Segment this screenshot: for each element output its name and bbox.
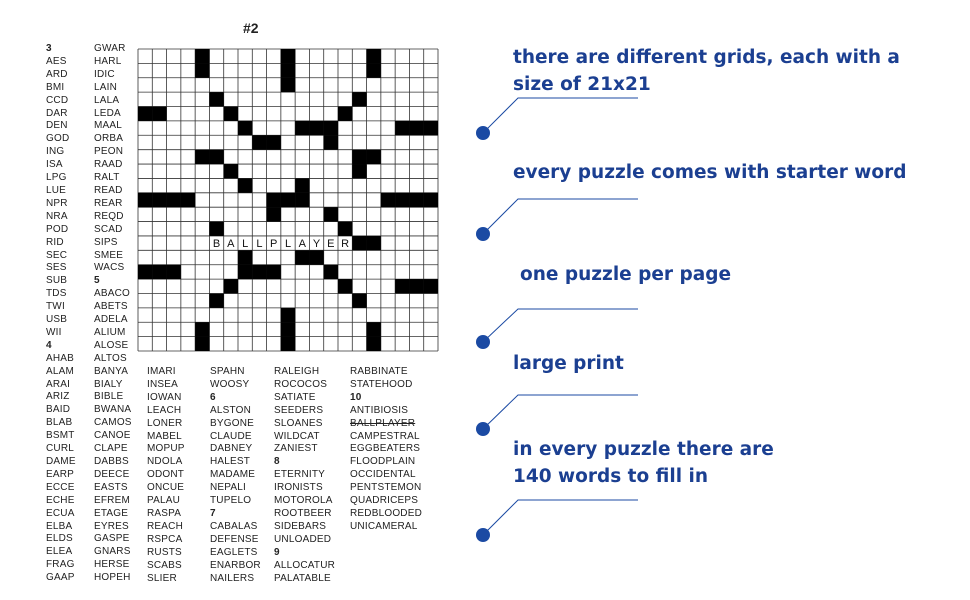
feature-line: one puzzle per page (520, 264, 732, 285)
word-item: HERSE (94, 559, 130, 571)
word-item: MABEL (147, 430, 182, 442)
word-item: ALTOS (94, 352, 127, 364)
word-item: POD (46, 223, 69, 235)
length-header: 5 (94, 275, 100, 287)
word-item: MADAME (210, 469, 256, 481)
word-item: ECHE (46, 494, 75, 506)
bullet-dot (476, 126, 490, 140)
word-item: IRONISTS (274, 482, 323, 494)
word-item: RSPCA (147, 533, 183, 545)
starter-letter: P (270, 238, 278, 251)
word-item: HALEST (210, 456, 251, 468)
word-item: SMEE (94, 249, 124, 261)
connector-line (483, 395, 638, 429)
word-item: ROOTBEER (274, 507, 332, 519)
word-item: EYRES (94, 520, 129, 532)
word-item: LUE (46, 184, 67, 196)
starter-letter: L (242, 238, 249, 251)
word-item: STATEHOOD (350, 378, 413, 390)
word-item: WII (46, 326, 62, 338)
word-item: REACH (147, 520, 184, 532)
word-item: BAID (46, 404, 71, 416)
word-item: CAMPESTRAL (350, 430, 420, 442)
word-item: HOPEH (94, 572, 131, 584)
word-item: USB (46, 314, 68, 326)
word-item: TWI (46, 301, 65, 313)
word-item: OCCIDENTAL (350, 469, 416, 481)
word-item: ALSTON (210, 404, 252, 416)
word-item: BALLPLAYER (350, 417, 416, 429)
length-header: 7 (210, 507, 216, 519)
word-item: SLOANES (274, 417, 323, 429)
word-item: PALAU (147, 495, 181, 507)
word-item: BIBLE (94, 391, 124, 403)
word-item: UNICAMERAL (350, 520, 418, 532)
word-item: ECCE (46, 481, 75, 493)
word-item: EASTS (94, 481, 128, 493)
word-item: LEDA (94, 107, 121, 119)
length-header: 8 (274, 456, 280, 468)
word-item: ALLOCATUR (274, 559, 336, 571)
length-header: 9 (274, 546, 280, 558)
word-item: ISA (46, 159, 63, 171)
word-item: HARL (94, 55, 122, 67)
word-item: REDBLOODED (350, 507, 423, 519)
starter-letter: A (227, 238, 235, 251)
word-item: LONER (147, 417, 183, 429)
word-item: BIALY (94, 378, 123, 390)
starter-letter: L (256, 238, 263, 251)
feature-line: in every puzzle there are (513, 439, 774, 460)
word-item: BSMT (46, 430, 75, 442)
word-item: MOPUP (147, 443, 185, 455)
word-item: EGGBEATERS (350, 443, 421, 455)
word-item: SIPS (94, 236, 118, 248)
word-item: SIDEBARS (274, 520, 327, 532)
word-item: BYGONE (210, 417, 254, 429)
word-item: ONCUE (147, 482, 185, 494)
word-item: WACS (94, 262, 125, 274)
starter-letter: B (212, 238, 221, 251)
word-item: NDOLA (147, 456, 183, 468)
connector-line (483, 309, 638, 342)
word-item: REQD (94, 210, 124, 222)
word-item: RASPA (147, 507, 182, 519)
word-item: RABBINATE (350, 366, 408, 377)
word-item: ALOSE (94, 339, 129, 351)
word-item: CANOE (94, 430, 131, 442)
word-item: BMI (46, 81, 65, 93)
word-item: WILDCAT (274, 430, 320, 442)
word-item: CAMOS (94, 417, 132, 429)
word-item: GOD (46, 133, 70, 145)
feature-grid-size (513, 44, 900, 98)
word-item: ETAGE (94, 507, 129, 519)
word-item: RAAD (94, 159, 123, 171)
word-item: ROCOCOS (274, 378, 328, 390)
word-item: ABETS (94, 301, 128, 313)
starter-letter: R (341, 238, 350, 251)
bullet-dot (476, 422, 490, 436)
word-item: ANTIBIOSIS (350, 404, 409, 416)
puzzle-title: #2 (243, 20, 259, 36)
word-item: GNARS (94, 546, 131, 558)
word-item: BANYA (94, 365, 129, 377)
word-item: ODONT (147, 469, 185, 481)
word-item: UNLOADED (274, 533, 332, 545)
word-item: SCABS (147, 559, 182, 571)
word-item: TUPELO (210, 495, 252, 507)
starter-letter: A (298, 238, 306, 251)
word-item: NEPALI (210, 482, 247, 494)
word-item: CCD (46, 94, 69, 106)
feature-line: there are different grids, each with a (513, 47, 900, 68)
connector-line (483, 199, 638, 234)
connector-line (483, 98, 638, 133)
word-item: SEC (46, 249, 68, 261)
word-item: SPAHN (210, 366, 245, 377)
word-item: BWANA (94, 404, 132, 416)
word-item: ENARBOR (210, 559, 261, 571)
word-item: DEECE (94, 468, 130, 480)
feature-line: every puzzle comes with starter word (513, 162, 907, 183)
word-item: ARAI (46, 378, 71, 390)
word-item: CURL (46, 443, 75, 455)
word-item: RUSTS (147, 546, 182, 558)
word-item: DABNEY (210, 443, 253, 455)
word-item: FLOODPLAIN (350, 456, 416, 468)
word-item: ECUA (46, 507, 75, 519)
word-item: AES (46, 55, 67, 67)
word-item: LEACH (147, 404, 182, 416)
starter-letter: Y (312, 238, 321, 251)
word-item: ABACO (94, 288, 131, 300)
feature-starter-word (513, 159, 906, 186)
word-item: IDIC (94, 68, 115, 80)
word-item: SATIATE (274, 391, 316, 403)
word-item: SEEDERS (274, 404, 324, 416)
word-item: ARIZ (46, 391, 70, 403)
word-item: PEON (94, 146, 124, 158)
word-item: INSEA (147, 378, 179, 390)
word-item: PENTSTEMON (350, 482, 422, 494)
feature-line: 140 words to fill in (513, 466, 709, 487)
word-item: READ (94, 184, 123, 196)
word-item: PALATABLE (274, 572, 331, 584)
word-item: TDS (46, 288, 67, 300)
word-item: SES (46, 262, 67, 274)
word-item: LPG (46, 172, 67, 184)
word-item: ORBA (94, 133, 124, 145)
word-item: RALEIGH (274, 366, 320, 377)
feature-line: size of 21x21 (513, 74, 651, 95)
word-item: SUB (46, 275, 68, 287)
starter-letter: E (327, 238, 335, 251)
word-item: ELEA (46, 546, 73, 558)
word-item: NPR (46, 197, 68, 209)
word-item: SCAD (94, 223, 123, 235)
word-item: LALA (94, 94, 120, 106)
connector-line (483, 500, 638, 535)
word-item: RALT (94, 172, 120, 184)
word-item: CLAPE (94, 443, 128, 455)
word-item: WOOSY (210, 378, 250, 390)
word-item: ELDS (46, 533, 73, 545)
word-item: IOWAN (147, 391, 182, 403)
feature-word-count (513, 436, 774, 490)
word-item: ZANIEST (274, 443, 318, 455)
word-item: AHAB (46, 352, 75, 364)
word-item: CLAUDE (210, 430, 252, 442)
word-item: DEN (46, 120, 68, 132)
word-item: DEFENSE (210, 533, 259, 545)
word-item: REAR (94, 197, 123, 209)
length-header: 4 (46, 339, 52, 351)
word-item: ALAM (46, 365, 75, 377)
word-item: RID (46, 236, 64, 248)
word-item: DAME (46, 456, 76, 467)
word-item: EAGLETS (210, 546, 258, 558)
word-item: NAILERS (210, 572, 255, 584)
length-header: 3 (46, 43, 52, 54)
word-item: GAAP (46, 572, 75, 584)
bullet-dot (476, 528, 490, 542)
word-item: ARD (46, 68, 68, 80)
word-item: ING (46, 146, 65, 158)
word-item: LAIN (94, 81, 118, 93)
feature-one-per-page (520, 261, 731, 288)
word-item: IMARI (147, 366, 176, 377)
bullet-dot (476, 227, 490, 241)
word-item: ADELA (94, 314, 128, 326)
word-item: QUADRICEPS (350, 495, 419, 507)
word-item: DAR (46, 107, 68, 119)
length-header: 10 (350, 391, 362, 403)
word-item: MAAL (94, 120, 123, 132)
word-item: EARP (46, 468, 75, 480)
word-item: ALIUM (94, 326, 126, 338)
length-header: 6 (210, 391, 216, 403)
word-item: FRAG (46, 559, 75, 571)
word-item: NRA (46, 210, 68, 222)
bullet-dot (476, 335, 490, 349)
word-item: MOTOROLA (274, 495, 333, 507)
word-item: GASPE (94, 533, 130, 545)
word-item: BLAB (46, 417, 73, 429)
starter-letter: L (284, 238, 292, 251)
word-item: GWAR (94, 43, 126, 54)
word-item: DABBS (94, 456, 129, 467)
word-item: ELBA (46, 520, 73, 532)
feature-large-print (513, 350, 624, 377)
feature-line: large print (513, 353, 624, 374)
word-item: ETERNITY (274, 469, 326, 481)
word-item: EFREM (94, 494, 130, 506)
word-item: CABALAS (210, 520, 258, 532)
word-item: SLIER (147, 572, 177, 584)
